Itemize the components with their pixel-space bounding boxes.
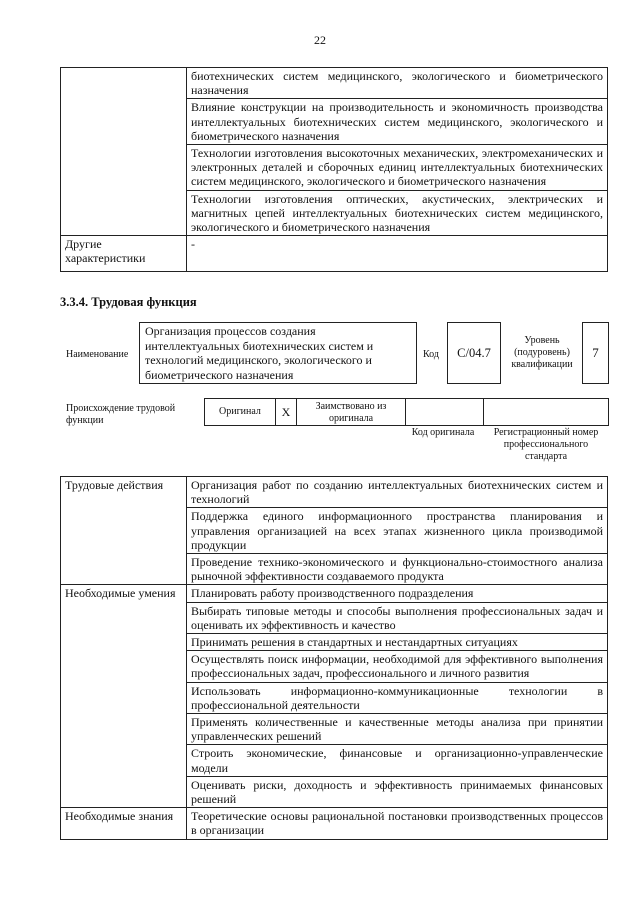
table-cell: Поддержка единого информационного пространства планирования и управления организацией на всех этапах жизненного цикла производимой продукции [187,508,608,554]
registration-caption: Регистрационный номер профессионального стандарта [493,427,599,462]
table-cell: Использовать информационно-коммуникационные технологии в профессиональной деятельности [187,682,608,713]
table-cell: Применять количественные и качественные методы анализа при принятии управленческих решений [187,714,608,745]
level-label: Уровень (подуровень) квалификации [511,335,573,370]
table-cell: Оценивать риски, доходность и эффективность принимаемых финансовых решений [187,776,608,807]
table-cell: Влияние конструкции на производительность и экономичность производства интеллектуальных биотехнических систем медицинского, экологического и биометрического назначения [187,99,608,145]
table-label-cell: Другие характеристики [61,236,187,272]
function-name-box: Организация процессов создания интеллектуальных биотехнических систем и технологий медицинского, экологического и биометрического назначения [139,322,417,384]
table-cell: - [187,236,608,272]
section-title: 3.3.4. Трудовая функция [60,295,197,309]
original-label: Оригинал [219,406,261,417]
table-row [61,585,608,602]
table-row [61,808,608,839]
origin-label: Происхождение трудовой функции [66,403,176,426]
table-cell: Выбирать типовые методы и способы выполнения профессиональных задач и оценивать их эффективность и качество [187,602,608,633]
page-number: 22 [314,33,326,47]
top-table [60,67,608,272]
group-label-cell: Необходимые знания [61,808,187,839]
original-mark: X [275,399,297,425]
table-cell: Принимать решения в стандартных и нестандартных ситуациях [187,634,608,651]
group-label-cell: Необходимые умения [61,585,187,808]
table-cell: Технологии изготовления оптических, акустических, электрических и магнитных цепей интеллектуальных биотехнических систем медицинского, экологического и биометрического назначения [187,190,608,236]
table-cell: Осуществлять поиск информации, необходимой для эффективного выполнения профессиональных задач, профессионального и личного развития [187,651,608,682]
bottom-table [60,476,608,840]
table-label-cell [61,68,187,236]
name-label: Наименование [66,349,129,360]
group-label-cell: Трудовые действия [61,477,187,585]
code-caption: Код оригинала [411,427,475,438]
table-cell: Проведение технико-экономического и функционально-стоимостного анализа рыночной эффективности создаваемого продукта [187,554,608,585]
code-label: Код [423,349,439,360]
table-row [61,68,608,99]
origin-box [204,398,609,426]
table-row [61,236,608,272]
table-cell: Технологии изготовления высокоточных механических, электромеханических и электронных деталей и сборочных единиц интеллектуальных биотехнических систем медицинского, экологического и биометрического назначения [187,145,608,191]
level-value-box: 7 [582,322,609,384]
table-cell: Строить экономические, финансовые и организационно-управленческие модели [187,745,608,776]
table-cell: биотехнических систем медицинского, экологического и биометрического назначения [187,68,608,99]
borrowed-label: Заимствовано из оригинала [315,401,387,424]
table-cell: Организация работ по созданию интеллектуальных биотехнических систем и технологий [187,477,608,508]
table-row [61,477,608,508]
code-value-box: С/04.7 [447,322,501,384]
original-code-cell [405,399,484,425]
table-cell: Теоретические основы рациональной постановки производственных процессов в организации [187,808,608,839]
table-cell: Планировать работу производственного подразделения [187,585,608,602]
